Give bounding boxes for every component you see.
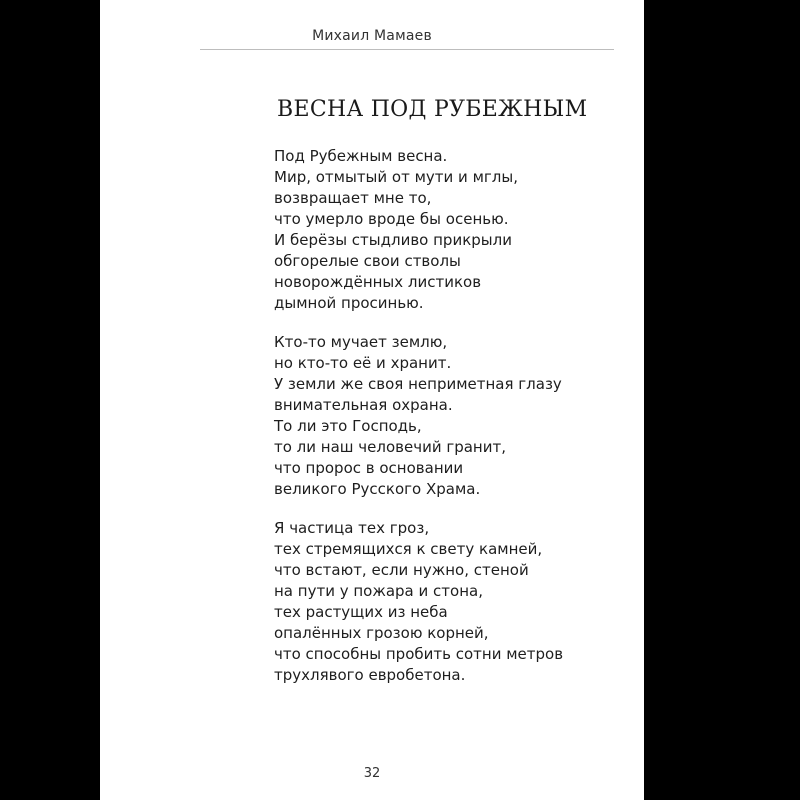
poem-line: У земли же своя неприметная глазу bbox=[274, 375, 562, 393]
poem-title: ВЕСНА ПОД РУБЕЖНЫМ bbox=[277, 97, 588, 122]
poem-line: Кто-то мучает землю, bbox=[274, 333, 448, 351]
poem-line: возвращает мне то, bbox=[274, 189, 432, 207]
poem-line: то ли наш человечий гранит, bbox=[274, 438, 506, 456]
stanza-3 bbox=[274, 518, 563, 686]
poem-line: обгорелые свои стволы bbox=[274, 252, 461, 270]
stanza-1 bbox=[274, 146, 518, 314]
poem-line: И берёзы стыдливо прикрыли bbox=[274, 231, 512, 249]
poem-line: что способны пробить сотни метров bbox=[274, 645, 564, 663]
poem-line: но кто-то её и хранит. bbox=[274, 354, 452, 372]
header-rule bbox=[200, 49, 614, 50]
poem-line: на пути у пожара и стона, bbox=[274, 582, 483, 600]
poem-line: что умерло вроде бы осенью. bbox=[274, 210, 509, 228]
poem-line: То ли это Господь, bbox=[274, 417, 422, 435]
right-black-margin bbox=[644, 0, 800, 800]
poem-line: Я частица тех гроз, bbox=[274, 519, 430, 537]
poem-line: тех стремящихся к свету камней, bbox=[274, 540, 543, 558]
poem-line: что встают, если нужно, стеной bbox=[274, 561, 529, 579]
stanza-2 bbox=[274, 332, 562, 500]
poem-line: что пророс в основании bbox=[274, 459, 464, 477]
poem-line: внимательная охрана. bbox=[274, 396, 453, 414]
book-page bbox=[100, 0, 644, 800]
poem-line: дымной просинью. bbox=[274, 294, 424, 312]
poem-line: новорождённых листиков bbox=[274, 273, 482, 291]
poem-line: трухлявого евробетона. bbox=[274, 666, 466, 684]
page-number: 32 bbox=[363, 766, 381, 781]
poem-line: великого Русского Храма. bbox=[274, 480, 481, 498]
poem-line: Под Рубежным весна. bbox=[274, 147, 448, 165]
poem-line: опалённых грозою корней, bbox=[274, 624, 489, 642]
left-black-margin bbox=[0, 0, 100, 800]
poem-line: тех растущих из неба bbox=[274, 603, 448, 621]
running-head-author: Михаил Мамаев bbox=[312, 28, 432, 44]
poem-line: Мир, отмытый от мути и мглы, bbox=[274, 168, 518, 186]
